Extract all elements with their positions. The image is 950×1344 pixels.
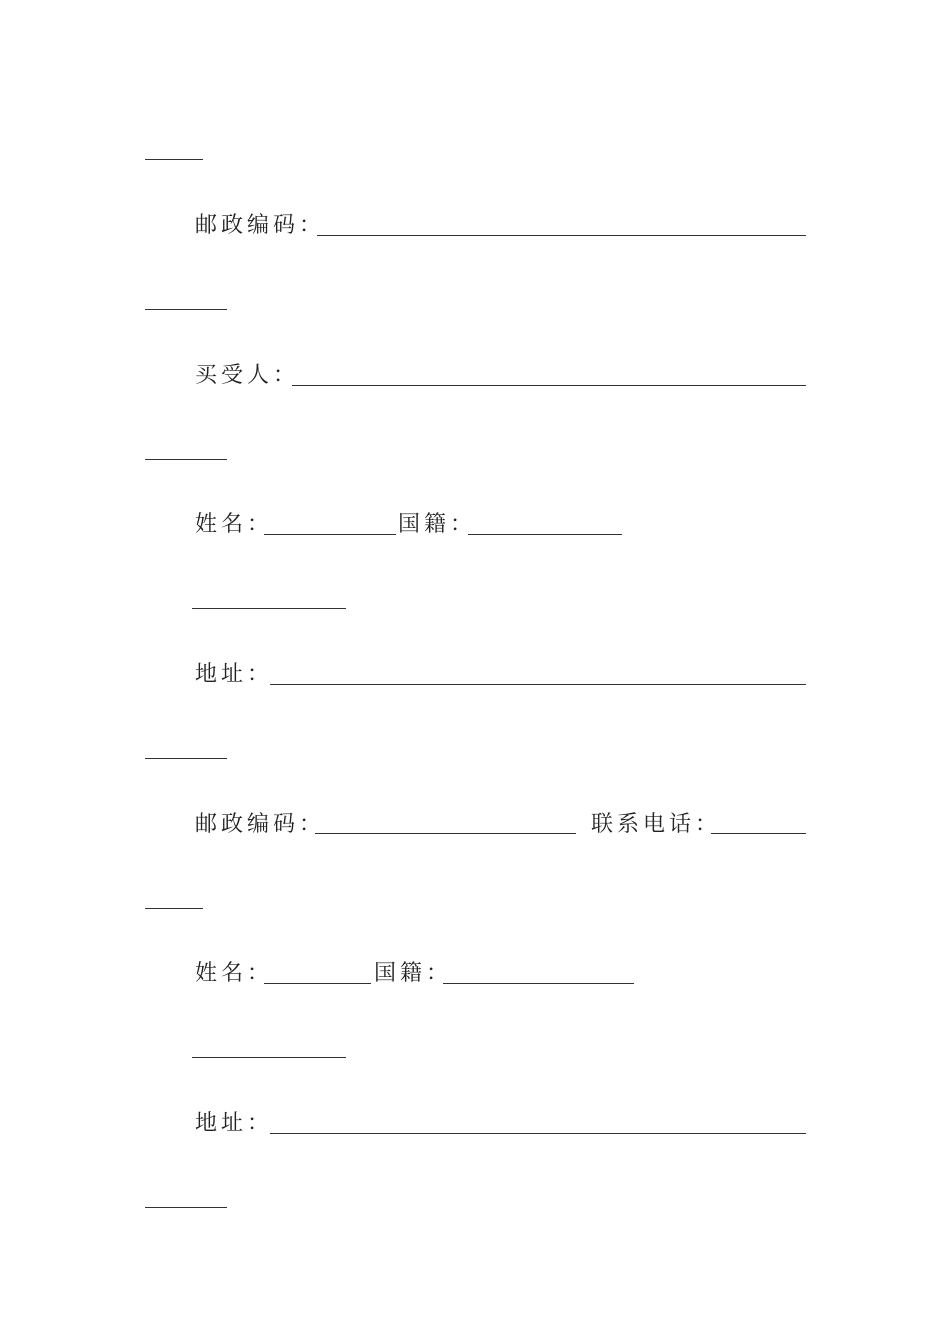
buyer1-phone-field[interactable] — [711, 833, 806, 834]
buyer1-address-field[interactable] — [270, 684, 806, 685]
buyer2-name-field[interactable] — [264, 983, 371, 984]
blank-line-continuation — [145, 758, 227, 759]
buyer2-nationality-field[interactable] — [443, 983, 634, 984]
buyer2-address-label: 地址： — [195, 1111, 274, 1136]
blank-line-continuation — [145, 1207, 227, 1208]
buyer1-name-label: 姓名： — [195, 512, 274, 537]
buyer1-name-field[interactable] — [264, 534, 396, 535]
buyer2-nationality-label: 国籍： — [374, 961, 453, 986]
buyer1-postal-code-field[interactable] — [315, 833, 576, 834]
blank-line-continuation — [145, 459, 227, 460]
buyer1-postal-code-label: 邮政编码： — [195, 812, 326, 837]
blank-line-continuation — [145, 908, 203, 909]
seller-postal-code-field[interactable] — [317, 235, 806, 236]
seller-postal-code-label: 邮政编码： — [195, 213, 326, 238]
buyer1-address-label: 地址： — [195, 662, 274, 687]
buyer1-nationality-field[interactable] — [468, 534, 622, 535]
blank-line-continuation — [192, 608, 346, 609]
buyer2-name-label: 姓名： — [195, 961, 274, 986]
blank-line-continuation — [145, 159, 203, 160]
buyer1-nationality-label: 国籍： — [398, 512, 477, 537]
blank-line-continuation — [145, 309, 227, 310]
blank-line-continuation — [192, 1057, 346, 1058]
buyer-field[interactable] — [292, 385, 806, 386]
buyer2-address-field[interactable] — [270, 1133, 806, 1134]
buyer1-phone-label: 联系电话： — [591, 812, 722, 837]
buyer-label: 买受人： — [195, 363, 300, 388]
